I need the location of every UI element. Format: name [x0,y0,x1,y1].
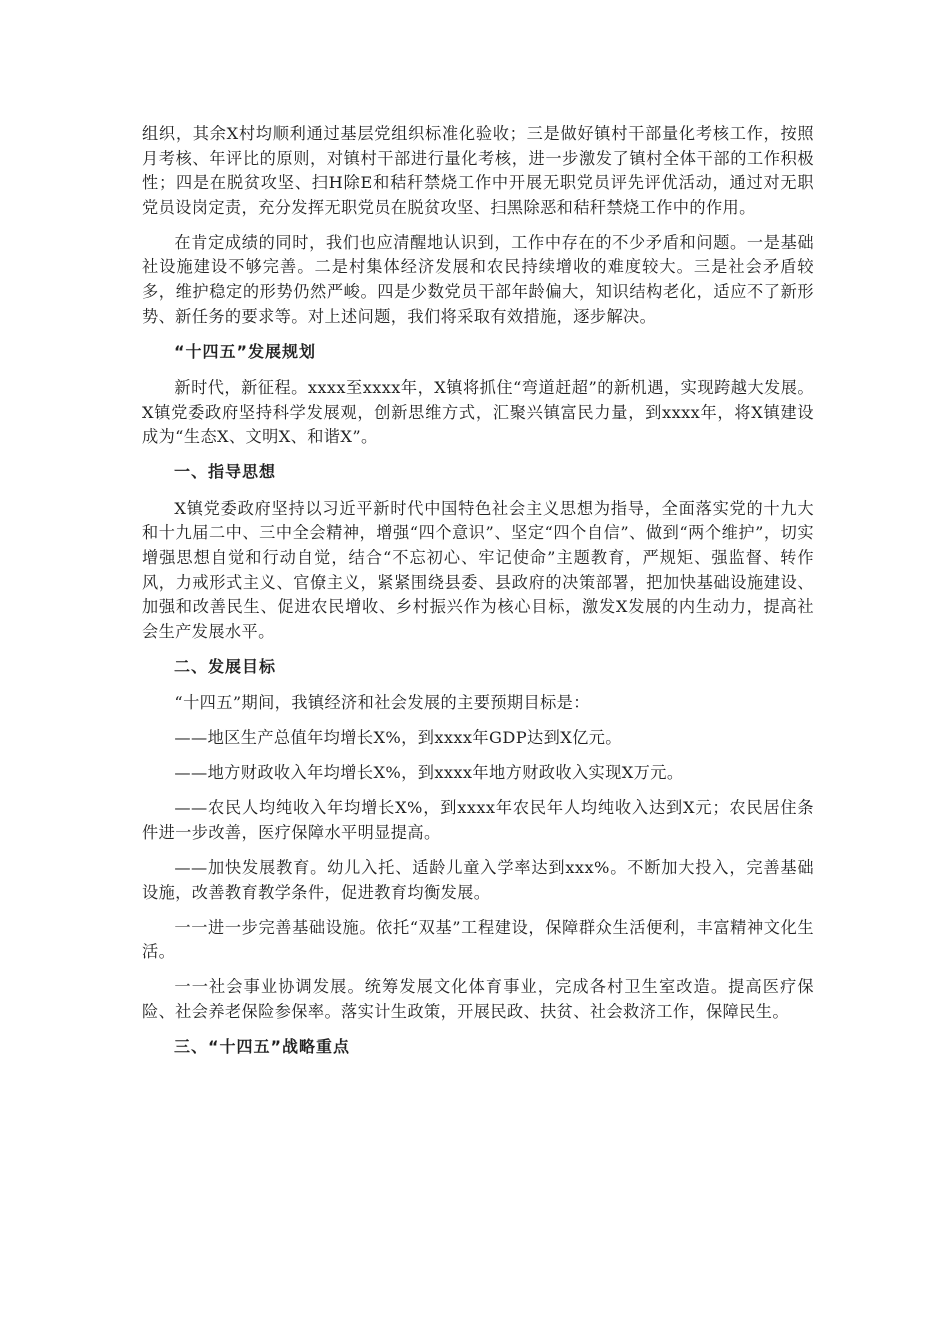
goal-item-infrastructure: 一一进一步完善基础设施。依托“双基”工程建设，保障群众生活便利，丰富精神文化生活。 [142,917,814,962]
goal-item-education: ——加快发展教育。幼儿入托、适龄儿童入学率达到xxx%。不断加大投入，完善基础设施，改善教育教学条件，促进教育均衡发展。 [142,857,814,902]
paragraph-goals-intro: “十四五”期间，我镇经济和社会发展的主要预期目标是： [174,693,590,713]
heading-14th-five-year-plan: “十四五”发展规划 [174,341,317,361]
goal-item-gdp: ——地区生产总值年均增长X%，到xxxx年GDP达到X亿元。 [174,728,622,748]
goal-item-social-affairs: 一一社会事业协调发展。统筹发展文化体育事业，完成各村卫生室改造。提高医疗保险、社会养老保险参保率。落实计生政策，开展民政、扶贫、社会救济工作，保障民生。 [142,977,814,1021]
paragraph-guiding-ideology: X镇党委政府坚持以习近平新时代中国特色社会主义思想为指导，全面落实党的十九大和十九届二中、三中全会精神，增强“四个意识”、坚定“四个自信”、做到“两个维护”，切实增强思想自觉和行动自觉，结合“不忘初心、牢记使命”主题教育，严规矩、强监督、转作风，力戒形式主义、官僚主义，紧紧围绕县委、县政府的决策部署，把加快基础设施建设、加强和改善民生、促进农民增收、乡村振兴作为核心目标，激发X发展的内生动力，提高社会生产发展水平。 [142,498,814,641]
paragraph-party-organization: 组织，其余X村均顺利通过基层党组织标准化验收；三是做好镇村干部量化考核工作，按照月考核、年评比的原则，对镇村干部进行量化考核，进一步激发了镇村全体干部的工作积极性；四是在脱贫攻坚、扫H除E和秸秆禁烧工作中开展无职党员评先评优活动，通过对无职党员设岗定责，充分发挥无职党员在脱贫攻坚、扫黑除恶和秸秆禁烧工作中的作用。 [142,124,814,217]
heading-strategic-focus: 三、“十四五”战略重点 [174,1036,351,1056]
document-page [142,122,814,1071]
paragraph-problems: 在肯定成绩的同时，我们也应清醒地认识到，工作中存在的不少矛盾和问题。一是基础社设施建设不够完善。二是村集体经济发展和农民持续增收的难度较大。三是社会矛盾较多，维护稳定的形势仍然严峻。四是少数党员干部年龄偏大，知识结构老化，适应不了新形势、新任务的要求等。对上述问题，我们将采取有效措施，逐步解决。 [142,232,814,326]
paragraph-new-era: 新时代，新征程。xxxx至xxxx年，X镇将抓住“弯道赶超”的新机遇，实现跨越大发展。X镇党委政府坚持科学发展观，创新思维方式，汇聚兴镇富民力量，到xxxx年，将X镇建设成为“生态X、文明X、和谐X”。 [142,378,814,447]
goal-item-fiscal-revenue: ——地方财政收入年均增长X%，到xxxx年地方财政收入实现X万元。 [174,763,684,783]
heading-development-goals: 二、发展目标 [174,656,277,676]
goal-item-farmer-income: ——农民人均纯收入年均增长X%，到xxxx年农民年人均纯收入达到X元；农民居住条件进一步改善，医疗保障水平明显提高。 [142,798,814,842]
heading-guiding-ideology: 一、指导思想 [174,462,277,482]
